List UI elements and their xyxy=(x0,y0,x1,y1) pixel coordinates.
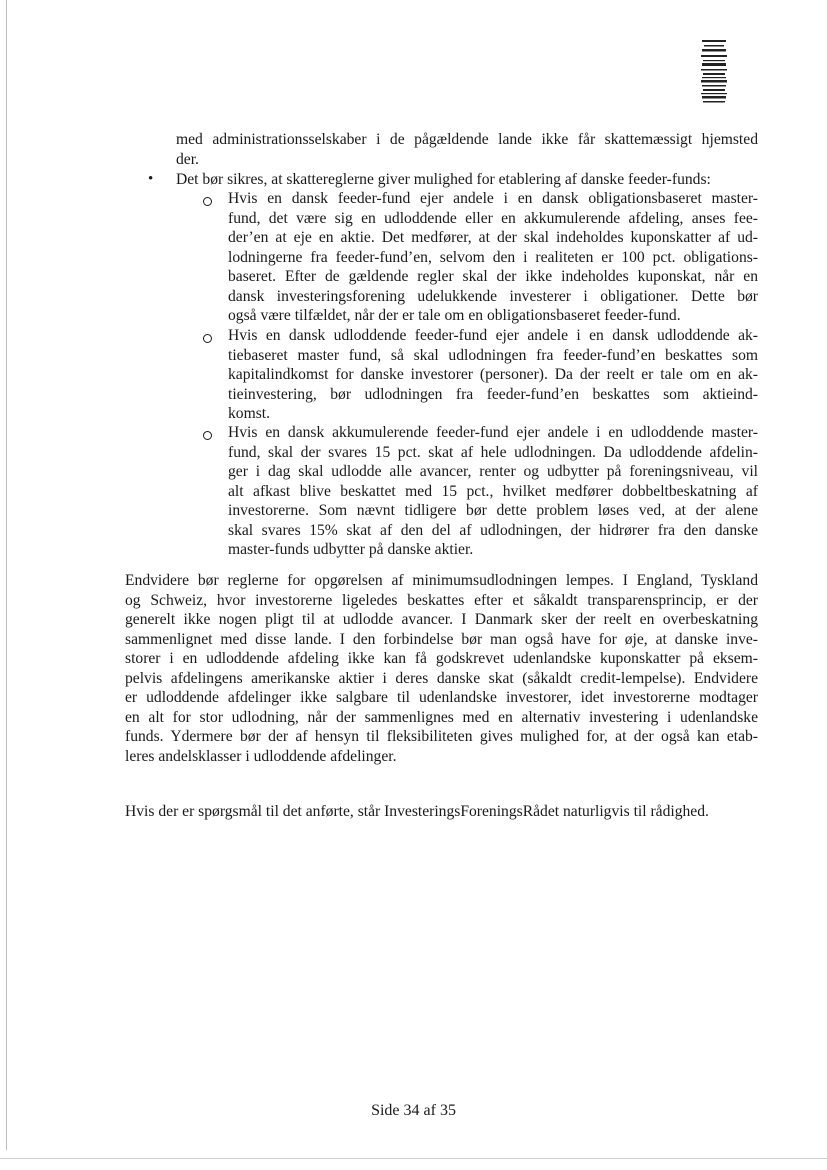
text-line: komst. xyxy=(228,405,271,422)
text-line: en alt for stor udlodning, når der sammenlignes med en alternativ investering i udenlandske xyxy=(125,708,758,726)
closing-paragraph xyxy=(125,802,758,822)
text-line: pelvis afdelingens amerikanske aktier i deres danske skat (såkaldt credit-lempelse). Endvidere xyxy=(125,669,758,687)
text-line: storer i en udloddende afdeling ikke kan få godskrevet udenlandske kuponskatter på eksem- xyxy=(125,650,758,667)
text-line: lodningerne fra feeder-fund’en, selvom den i realiteten er 100 pct. obligations- xyxy=(228,248,758,266)
text-line: skal svares 15% skat af den del af udlodningen, der hidrører fra den danske xyxy=(228,521,758,539)
text-line: der. xyxy=(176,150,199,168)
text-line: Hvis en dansk akkumulerende feeder-fund ejer andele i en udloddende master- xyxy=(228,424,758,441)
text-line: baseret. Efter de gældende regler skal der ikke indeholdes kuponskat, når en xyxy=(228,268,758,285)
text-line: alt afkast blive beskattet med 15 pct., hvilket medfører dobbeltbeskatning af xyxy=(228,482,758,500)
page-edge-left xyxy=(6,0,7,1150)
text-line: Det bør sikres, at skattereglerne giver mulighed for etablering af danske feeder-funds: xyxy=(176,171,711,188)
text-line: tiebaseret master fund, så skal udlodningen fra feeder-fund’en beskattes som xyxy=(228,346,758,364)
sub-bullet-circle-icon xyxy=(203,197,212,206)
text-line: funds. Ydermere bør der af hensyn til fleksibiliteten gives mulighed for, at der også kan etab- xyxy=(125,728,758,745)
text-line: Endvidere bør reglerne for opgørelsen af minimumsudlodningen lempes. I England, Tyskland xyxy=(125,572,758,589)
text-line: investorerne. Som nævnt tidligere bør dette problem løses ved, at der alene xyxy=(228,502,758,519)
text-line: er udloddende afdelinger ikke salgbare til udenlandske investorer, idet investorerne modtager xyxy=(125,689,758,706)
text-line: master-funds udbytter på danske aktier. xyxy=(228,541,474,558)
text-line: Hvis en dansk feeder-fund ejer andele i en dansk obligationsbaseret master- xyxy=(228,190,758,207)
sub-item-3 xyxy=(228,423,758,560)
intro-tail-paragraph xyxy=(176,130,758,169)
text-line: fund, skal der svares 15 pct. skat af hele udlodningen. Da udloddende afdelin- xyxy=(228,443,758,461)
text-line: med administrationsselskaber i de pågældende lande ikke får skattemæssigt hjemsted xyxy=(176,131,758,148)
sub-item-2 xyxy=(228,326,758,424)
bullet-paragraph xyxy=(176,170,758,190)
sub-item-1 xyxy=(228,189,758,326)
body-paragraph-minimumsudlodning xyxy=(125,571,758,766)
sub-bullet-circle-icon xyxy=(203,431,212,440)
barcode-stamp xyxy=(701,38,727,104)
bullet-glyph: • xyxy=(148,171,154,187)
text-line: tieinvestering, bør udlodningen fra feeder-fund’en beskattes som aktieind- xyxy=(228,385,758,403)
text-line: også være tilfældet, når der er tale om en obligationsbaseret feeder-fund. xyxy=(228,307,681,324)
text-line: generelt ikke nogen pligt til at udlodde avancer. I Danmark sker der reelt en overbeskatning xyxy=(125,611,758,628)
text-line: der’en at eje en aktie. Det medfører, at der skal indeholdes kuponskatter af ud- xyxy=(228,229,758,246)
text-line: Hvis der er spørgsmål til det anførte, står InvesteringsForeningsRådet naturligvis til rådighed. xyxy=(125,803,709,820)
sub-bullet-circle-icon xyxy=(203,334,212,343)
text-line: kapitalindkomst for danske investorer (personer). Da der reelt er tale om en ak- xyxy=(228,366,758,383)
page-edge-bottom xyxy=(0,1158,827,1159)
text-line: ger i dag skal udlodde alle avancer, renter og udbytter på foreningsniveau, vil xyxy=(228,463,758,480)
text-line: leres andelsklasser i udloddende afdelinger. xyxy=(125,747,397,765)
text-line: sammenlignet med disse lande. I den forbindelse bør man også have for øje, at danske inve- xyxy=(125,630,758,648)
page-number: Side 34 af 35 xyxy=(371,1102,456,1119)
text-line: Hvis en dansk udloddende feeder-fund ejer andele i en dansk udloddende ak- xyxy=(228,327,758,344)
text-line: fund, det være sig en udloddende eller en akkumulerende afdeling, anses fee- xyxy=(228,209,758,227)
text-line: og Schweiz, hvor investorerne ligeledes beskattes efter et såkaldt transparensprincip, er der xyxy=(125,591,758,609)
text-line: dansk investeringsforening udelukkende investerer i obligationer. Dette bør xyxy=(228,287,758,305)
